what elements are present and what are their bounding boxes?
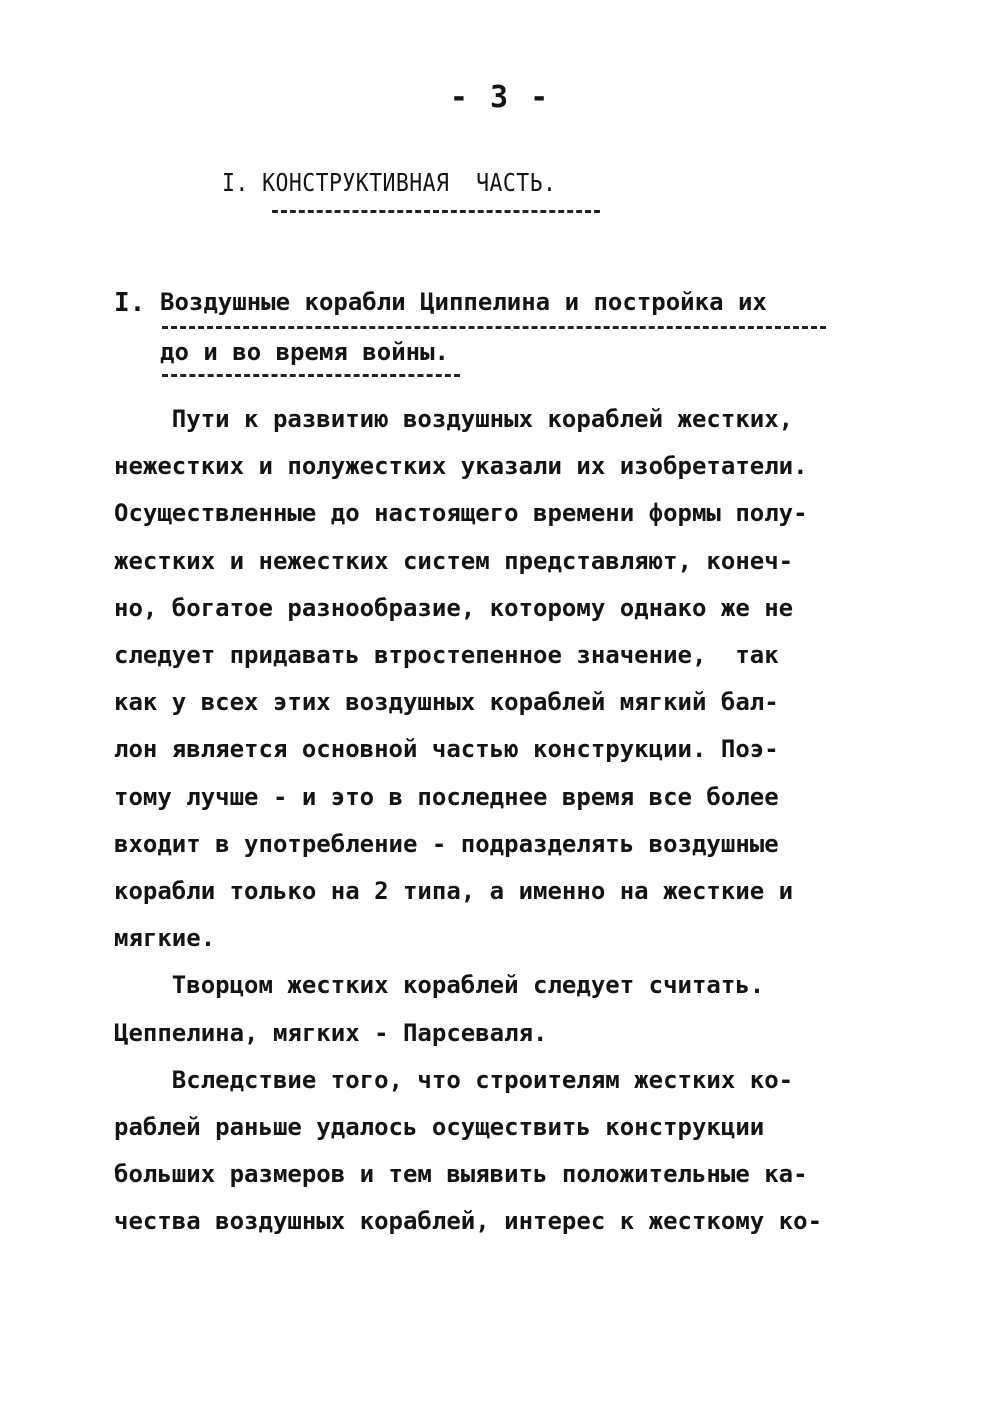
page-number: - 3 - (449, 80, 551, 115)
subsection-title-underline-1 (162, 326, 826, 329)
subsection-title-underline-2 (162, 374, 460, 377)
body-line: Цеппелина, мягких - Парсеваля. (114, 1018, 548, 1047)
body-line: больших размеров и тем выявить положительные ка- (114, 1160, 808, 1189)
body-line: как у всех этих воздушных кораблей мягкий бал- (114, 688, 779, 717)
body-line: Пути к развитию воздушных кораблей жестких, (114, 405, 794, 433)
body-line: следует придавать втростепенное значение, так (114, 641, 779, 669)
body-line: Вследствие того, что строителям жестких ко- (114, 1065, 794, 1094)
body-line: лон является основной частью конструкции. Поэ- (114, 735, 779, 764)
subsection-number: I. (114, 288, 146, 318)
body-line: мягкие. (114, 924, 216, 953)
body-line: входит в употребление - подразделять воздушные (114, 829, 779, 858)
section-title-underline (272, 210, 600, 213)
body-line: тому лучше - и это в последнее время все более (114, 782, 779, 811)
body-line: Творцом жестких кораблей следует считать. (114, 971, 765, 1000)
body-line: жестких и нежестких систем представляют, конеч- (114, 546, 794, 575)
body-line: нежестких и полужестких указали их изобретатели. (114, 452, 808, 481)
body-line: корабли только на 2 типа, а именно на жесткие и (114, 877, 794, 905)
section-title: I. КОНСТРУКТИВНАЯ ЧАСТЬ. (222, 168, 557, 197)
body-line: но, богатое разнообразие, которому однако же не (114, 593, 794, 622)
body-line: чества воздушных кораблей, интерес к жесткому ко- (114, 1207, 823, 1236)
body-line: раблей раньше удалось осуществить конструкции (114, 1113, 765, 1141)
subsection-title-line-1: Воздушные корабли Циппелина и постройка их (160, 288, 767, 316)
subsection-title-line-2: до и во время войны. (160, 338, 449, 366)
body-line: Осуществленные до настоящего времени формы полу- (114, 499, 808, 528)
